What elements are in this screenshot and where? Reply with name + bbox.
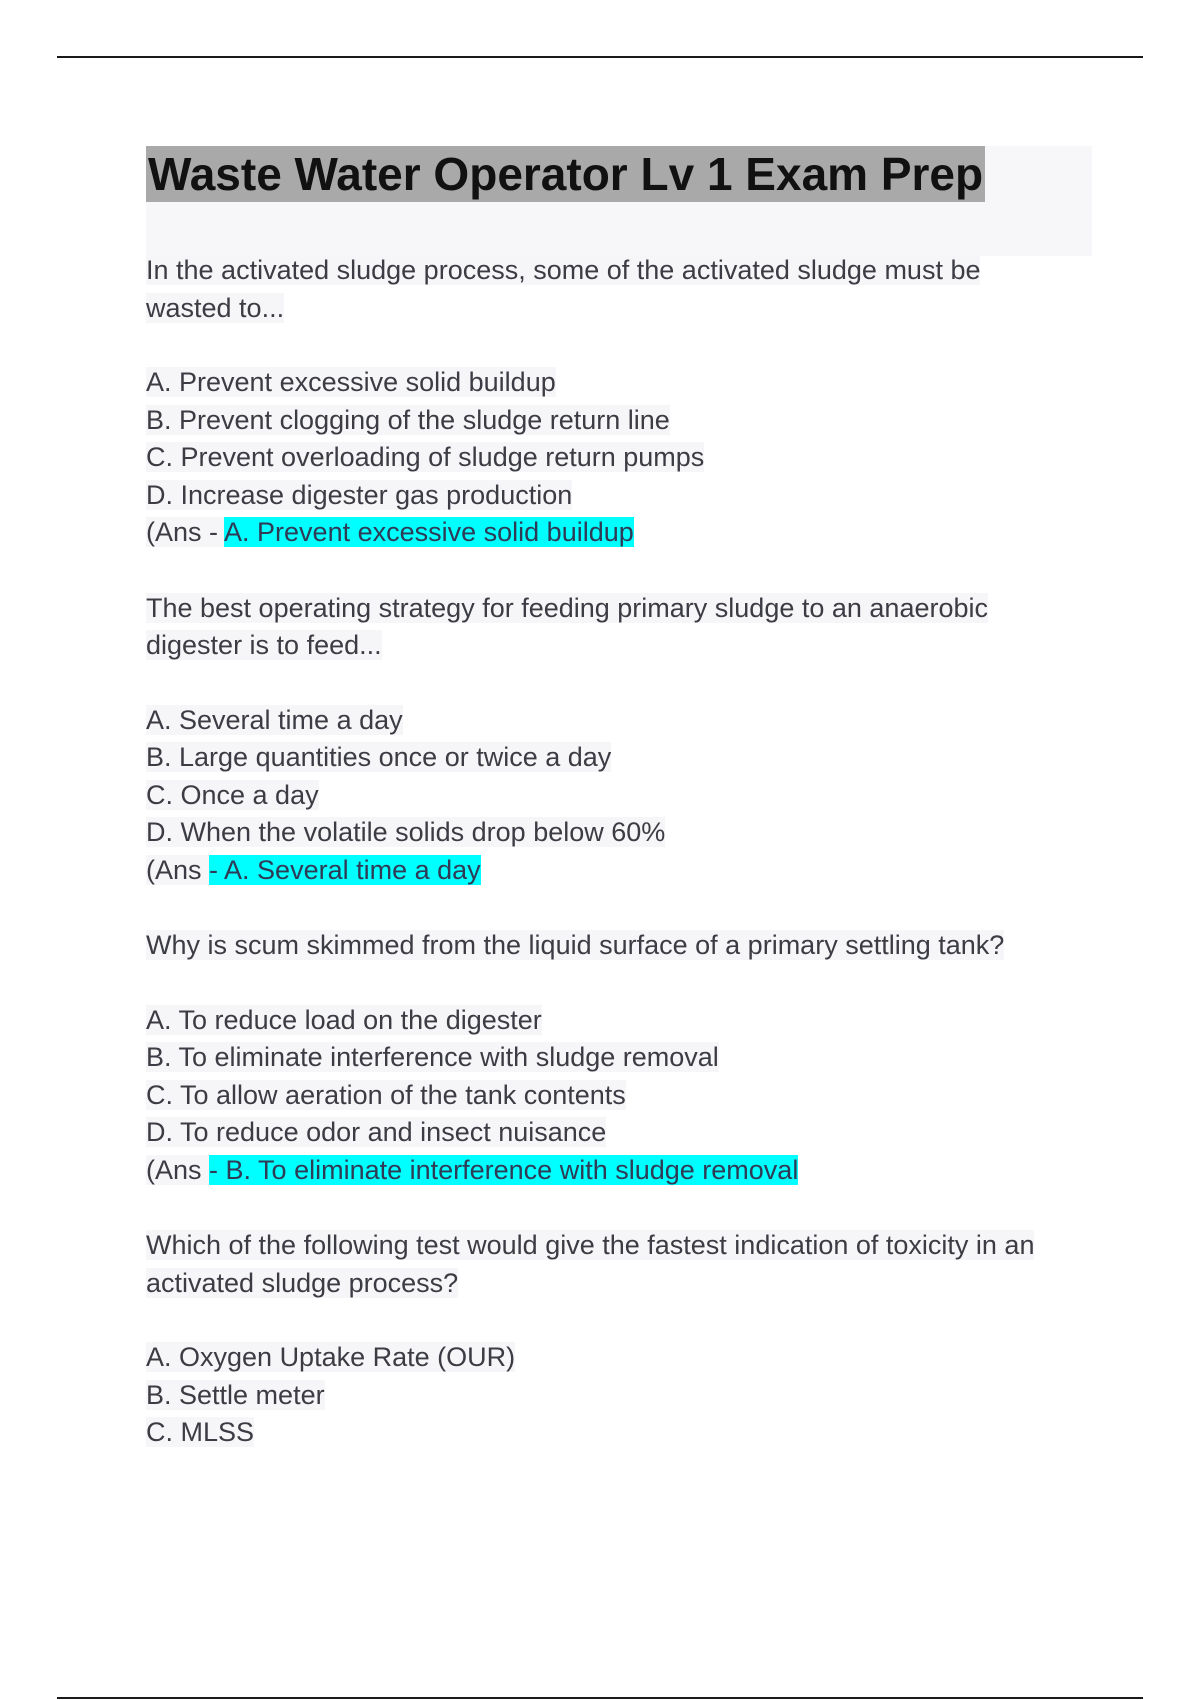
option-b: B. To eliminate interference with sludge removal [146,1042,719,1072]
question-prompt [146,590,1106,665]
option-b: B. Large quantities once or twice a day [146,742,612,772]
prompt-line: activated sludge process? [146,1267,459,1298]
option-d: D. Increase digester gas production [146,479,573,510]
answer-highlight: - A. Several time a day [209,854,481,885]
option-b: B. Prevent clogging of the sludge return line [146,404,670,435]
question-1 [146,252,1106,552]
answer-line [146,514,1106,552]
document-body [146,252,1106,1490]
answer-line [146,852,1106,890]
question-4 [146,1227,1106,1452]
prompt-line: The best operating strategy for feeding primary sludge to an anaerobic [146,592,988,623]
option-d: D. To reduce odor and insect nuisance [146,1117,607,1147]
option-c: C. MLSS [146,1417,255,1447]
option-a: A. Prevent excessive solid buildup [146,367,556,397]
answer-prefix: (Ans [146,1154,210,1185]
document-title: Waste Water Operator Lv 1 Exam Prep [148,148,984,200]
answer-highlight: A. Prevent excessive solid buildup [224,517,634,547]
answer-highlight: - B. To eliminate interference with sludge removal [209,1154,799,1185]
option-c: C. Prevent overloading of sludge return pumps [146,442,705,472]
prompt-line: Why is scum skimmed from the liquid surface of a primary settling tank? [146,930,1005,960]
option-a: A. Several time a day [146,704,403,735]
option-c: C. To allow aeration of the tank contents [146,1079,626,1110]
question-prompt [146,927,1106,965]
top-rule [57,56,1143,58]
option-list [146,1002,1106,1190]
prompt-line: Which of the following test would give the fastest indication of toxicity in an [146,1230,1035,1260]
bottom-rule [57,1697,1143,1699]
question-prompt [146,1227,1106,1302]
option-d: D. When the volatile solids drop below 60% [146,817,666,847]
option-list [146,702,1106,890]
prompt-line: wasted to... [146,292,285,323]
question-2 [146,590,1106,890]
question-3 [146,927,1106,1189]
option-a: A. Oxygen Uptake Rate (OUR) [146,1342,516,1372]
prompt-line: In the activated sludge process, some of the activated sludge must be [146,255,981,285]
answer-prefix: (Ans [146,854,210,885]
option-c: C. Once a day [146,779,319,810]
question-prompt [146,252,1106,327]
option-list [146,1339,1106,1452]
answer-prefix: (Ans - [146,517,225,547]
prompt-line: digester is to feed... [146,630,382,660]
option-b: B. Settle meter [146,1379,325,1410]
answer-line [146,1152,1106,1190]
option-list [146,364,1106,552]
option-a: A. To reduce load on the digester [146,1004,542,1035]
